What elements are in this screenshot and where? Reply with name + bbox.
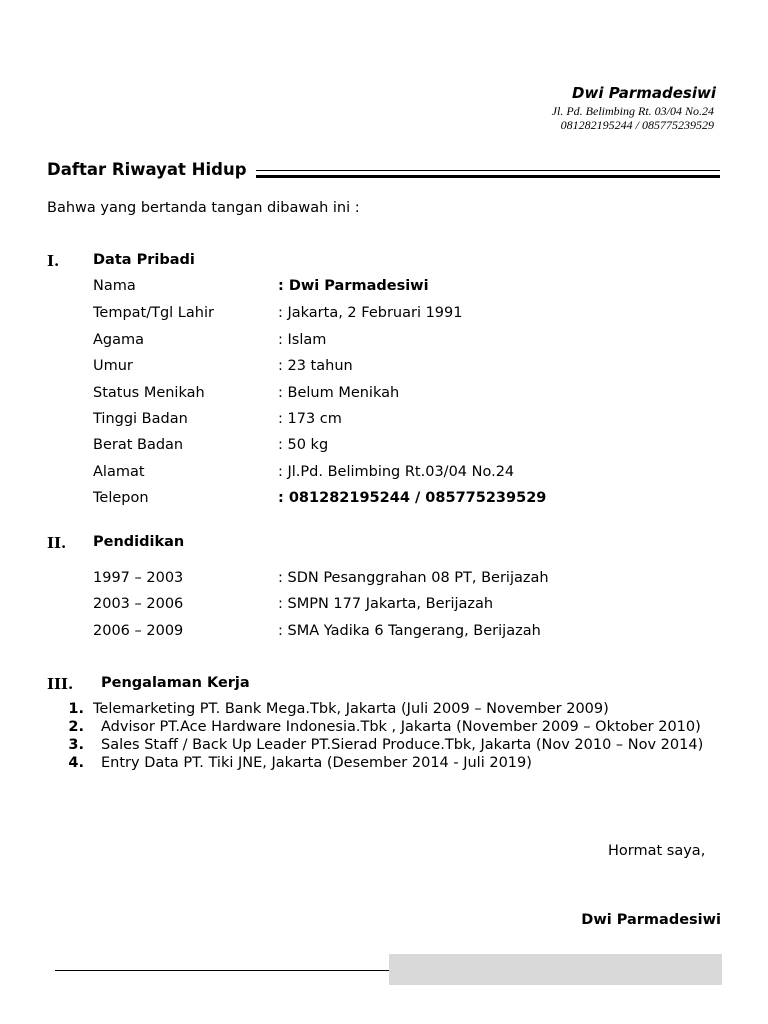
personal-value-height: : 173 cm [278,411,342,427]
personal-label-address: Alamat [93,464,145,480]
experience-number: 4. [68,755,84,771]
personal-value-address: : Jl.Pd. Belimbing Rt.03/04 No.24 [278,464,515,480]
personal-label-phone: Telepon [93,490,149,506]
personal-value-weight: : 50 kg [278,437,329,453]
education-school: : SMA Yadika 6 Tangerang, Berijazah [278,623,541,639]
personal-label-name: Nama [93,278,136,294]
section-title-personal: Data Pribadi [93,252,195,268]
personal-value-birth: : Jakarta, 2 Februari 1991 [278,305,463,321]
letterhead-address: Jl. Pd. Belimbing Rt. 03/04 No.24 [551,104,714,118]
experience-item: Entry Data PT. Tiki JNE, Jakarta (Desember 2014 - Juli 2019) [101,755,532,771]
personal-value-name: : Dwi Parmadesiwi [278,278,429,294]
intro-text: Bahwa yang bertanda tangan dibawah ini : [47,200,360,216]
personal-value-phone: : 081282195244 / 085775239529 [278,490,547,506]
personal-label-marital: Status Menikah [93,385,205,401]
personal-label-weight: Berat Badan [93,437,184,453]
personal-label-height: Tinggi Badan [93,411,188,427]
personal-value-age: : 23 tahun [278,358,353,374]
document-title: Daftar Riwayat Hidup [47,160,247,179]
experience-item: Sales Staff / Back Up Leader PT.Sierad Produce.Tbk, Jakarta (Nov 2010 – Nov 2014) [101,737,704,753]
experience-item: Telemarketing PT. Bank Mega.Tbk, Jakarta (Juli 2009 – November 2009) [93,701,609,717]
experience-number: 1. [68,701,84,717]
signature-name: Dwi Parmadesiwi [581,912,721,928]
education-school: : SMPN 177 Jakarta, Berijazah [278,596,494,612]
closing-text: Hormat saya, [608,843,706,859]
personal-label-religion: Agama [93,332,145,348]
experience-number: 3. [68,737,84,753]
section-title-experience: Pengalaman Kerja [101,675,250,691]
personal-value-marital: : Belum Menikah [278,385,400,401]
personal-label-age: Umur [93,358,133,374]
section-number-education: II. [47,534,67,552]
letterhead-phone: 081282195244 / 085775239529 [560,118,714,132]
education-period: 1997 – 2003 [93,570,184,586]
section-number-personal: I. [47,252,60,270]
section-title-education: Pendidikan [93,534,185,550]
title-rule-thin [256,170,720,171]
letterhead-name: Dwi Parmadesiwi [572,84,716,102]
title-rule-thick [256,175,720,178]
personal-label-birth: Tempat/Tgl Lahir [93,305,214,321]
education-period: 2003 – 2006 [93,596,184,612]
education-school: : SDN Pesanggrahan 08 PT, Berijazah [278,570,549,586]
experience-number: 2. [68,719,84,735]
footer-box [389,954,722,985]
footer-line [55,970,390,971]
experience-item: Advisor PT.Ace Hardware Indonesia.Tbk , Jakarta (November 2009 – Oktober 2010) [101,719,701,735]
education-period: 2006 – 2009 [93,623,184,639]
personal-value-religion: : Islam [278,332,327,348]
section-number-experience: III. [47,675,74,693]
